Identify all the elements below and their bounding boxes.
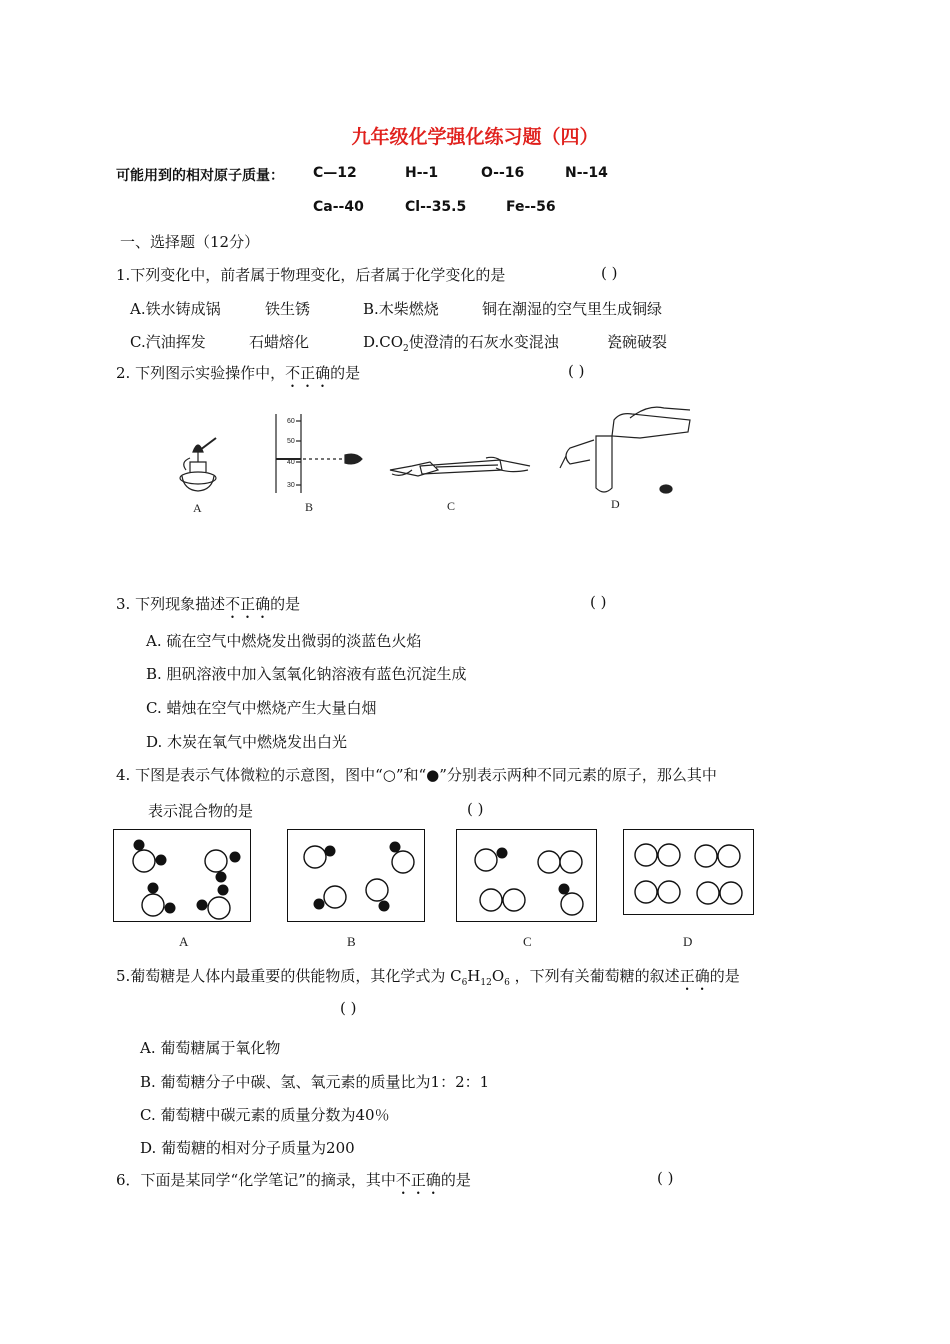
q3-stem: 3. 下列现象描述不正确的是: [116, 595, 301, 613]
q3-option-a: A. 硫在空气中燃烧发出微弱的淡蓝色火焰: [146, 632, 422, 650]
atomic-mass-label: 可能用到的相对原子质量：: [116, 168, 284, 184]
box-label-d: D: [683, 934, 693, 949]
mass-c: C—12: [313, 165, 357, 181]
q1-option-d2: 瓷碗破裂: [607, 333, 668, 351]
page-title: 九年级化学强化练习题（四）: [351, 126, 599, 148]
q5-option-b: B. 葡萄糖分子中碳、氢、氧元素的质量比为1：2：1: [140, 1073, 490, 1091]
fig-label-c: C: [447, 499, 456, 513]
q5-option-c: C. 葡萄糖中碳元素的质量分数为40％: [140, 1106, 390, 1124]
q3-bracket: ( ): [590, 593, 607, 611]
q2-stem: 2. 下列图示实验操作中，不正确的是: [116, 364, 361, 382]
q1-option-c2: 石蜡熔化: [249, 333, 310, 351]
scale-60: 60: [287, 418, 295, 425]
q1-option-c: C.汽油挥发: [130, 333, 206, 351]
mass-cl: Cl--35.5: [405, 199, 467, 215]
q1-bracket: ( ): [601, 264, 618, 282]
fig-label-d: D: [611, 497, 620, 511]
scale-30: 30: [287, 482, 295, 489]
q6-stem: 6．下面是某同学“化学笔记”的摘录，其中不正确的是: [116, 1171, 471, 1189]
q6-bracket: ( ): [657, 1169, 674, 1187]
q5-option-a: A. 葡萄糖属于氧化物: [140, 1039, 281, 1057]
q5-option-d: D. 葡萄糖的相对分子质量为200: [140, 1139, 355, 1157]
q4-bracket: ( ): [467, 800, 484, 818]
q1-option-d: $D.CO_2$使澄清的石灰水变混浊: [363, 333, 559, 354]
q1-option-b2: 铜在潮湿的空气里生成铜绿: [482, 300, 663, 318]
q5-stem: 5.葡萄糖是人体内最重要的供能物质，其化学式为 $C_6H_{12}O_6$ ，下列有关葡萄糖的叙述正确的是: [116, 967, 740, 988]
scale-50: 50: [287, 438, 295, 445]
scale-40: 40: [287, 459, 295, 466]
box-label-c: C: [523, 934, 532, 949]
q1-stem: 1.下列变化中，前者属于物理变化，后者属于化学变化的是: [116, 266, 506, 284]
fig-label-b: B: [305, 500, 314, 514]
q4-stem: 4. 下图是表示气体微粒的示意图，图中“○”和“●”分别表示两种不同元素的原子，那么其中: [116, 766, 717, 784]
mass-o: O--16: [481, 165, 525, 181]
box-label-a: A: [179, 934, 189, 949]
box-label-b: B: [347, 934, 356, 949]
mass-fe: Fe--56: [506, 199, 556, 215]
q1-option-a: A.铁水铸成锅: [130, 300, 221, 318]
q4-stem-line2: 表示混合物的是: [148, 802, 254, 820]
fig-label-a: A: [193, 501, 202, 515]
q3-option-d: D. 木炭在氧气中燃烧发出白光: [146, 733, 348, 751]
section-heading: 一、选择题（12分）: [120, 233, 260, 251]
q3-option-c: C. 蜡烛在空气中燃烧产生大量白烟: [146, 699, 377, 717]
mass-n: N--14: [565, 165, 608, 181]
q5-bracket: ( ): [340, 999, 357, 1017]
mass-h: H--1: [405, 165, 439, 181]
q1-option-b: B.木柴燃烧: [363, 300, 439, 318]
q1-option-a2: 铁生锈: [265, 300, 311, 318]
q2-bracket: ( ): [568, 362, 585, 380]
q3-option-b: B. 胆矾溶液中加入氢氧化钠溶液有蓝色沉淀生成: [146, 665, 467, 683]
mass-ca: Ca--40: [313, 199, 364, 215]
